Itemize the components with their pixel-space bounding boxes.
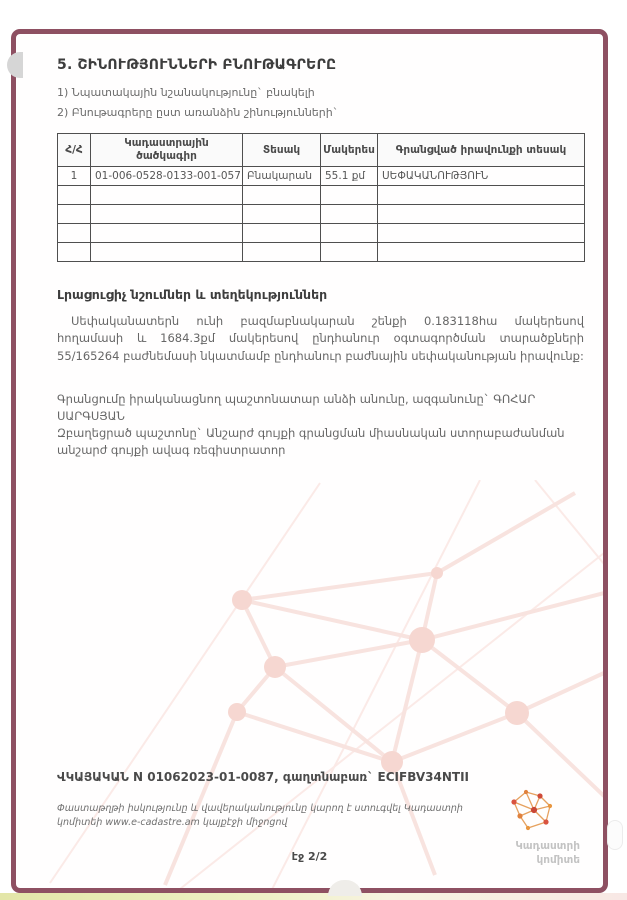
table-header-cell: Տեսակ xyxy=(243,134,321,167)
table-cell xyxy=(58,186,91,205)
ownership-paragraph: Սեփականատերն ունի բազմաբնակարան շենքի 0.183118հա մակերեսով հողամասի և 1684.3քմ մակերեսով ընդհանուր օգտագործման տարածքների 55/165264 բաժնեմասի նկատմամբ ընդհանուր բաժնային սեփականության իրավունք: xyxy=(57,314,584,363)
table-cell: ՍԵՓԱԿԱՆՈՒԹՅՈՒՆ xyxy=(378,167,585,186)
table-cell: Բնակարան xyxy=(243,167,321,186)
table-header-cell: Կադաստրային ծածկագիր xyxy=(91,134,243,167)
table-cell xyxy=(91,243,243,262)
table-cell xyxy=(321,243,378,262)
table-header-cell: Հ/Հ xyxy=(58,134,91,167)
verification-note: Փաստաթղթի իսկությունը և վավերականությունը կարող է ստուգվել Կադաստրի կոմիտեի www.e-cadastre.am կայքէջի միջոցով xyxy=(57,803,463,828)
buildings-table-body xyxy=(58,167,585,262)
table-cell xyxy=(243,205,321,224)
table-cell xyxy=(378,243,585,262)
cadastre-logo-icon xyxy=(505,783,559,837)
table-empty-row xyxy=(58,243,585,262)
table-cell xyxy=(321,205,378,224)
table-cell xyxy=(378,186,585,205)
next-page-preview xyxy=(0,893,627,900)
table-row xyxy=(58,167,585,186)
table-empty-row xyxy=(58,224,585,243)
logo-text-line2: կոմիտե xyxy=(536,854,580,867)
scrollbar-thumb[interactable] xyxy=(607,820,623,850)
table-cell: 1 xyxy=(58,167,91,186)
table-cell xyxy=(243,186,321,205)
cadastre-logo-text xyxy=(468,839,580,867)
table-cell: 01-006-0528-0133-001-057 xyxy=(91,167,243,186)
table-header-cell: Մակերես xyxy=(321,134,378,167)
section-title: 5. ՇԻՆՈՒԹՅՈՒՆՆԵՐԻ ԲՆՈՒԹԱԳՐԵՐԸ xyxy=(57,57,337,73)
position-paragraph: Զբաղեցրած պաշտոնը` Անշարժ գույքի գրանցման միասնական ստորաբաժանման անշարժ գույքի ավագ ռեգիստրատոր xyxy=(57,426,565,458)
notes-title: Լրացուցիչ նշումներ և տեղեկություններ xyxy=(57,287,328,302)
table-empty-row xyxy=(58,186,585,205)
table-cell xyxy=(321,186,378,205)
characteristics-line: 2) Բնութագրերը ըստ առանձին շինությունների` xyxy=(57,106,339,119)
logo-text-line1: Կադաստրի xyxy=(515,840,580,852)
table-cell xyxy=(91,186,243,205)
buildings-table-head xyxy=(58,134,585,167)
table-cell xyxy=(58,205,91,224)
table-header-row xyxy=(58,134,585,167)
table-cell xyxy=(91,224,243,243)
table-cell xyxy=(58,243,91,262)
registrar-paragraph: Գրանցումը իրականացնող պաշտոնատար անձի անունը, ազգանունը` ԳՈՀԱՐ ՍԱՐԳՍՅԱՆ xyxy=(57,392,536,424)
purpose-line: 1) Նպատակային նշանակությունը` բնակելի xyxy=(57,86,315,99)
table-cell xyxy=(243,224,321,243)
table-empty-row xyxy=(58,205,585,224)
document-page xyxy=(15,33,604,889)
table-cell xyxy=(58,224,91,243)
table-cell xyxy=(243,243,321,262)
page-curl-handle-left xyxy=(7,52,23,78)
table-cell xyxy=(91,205,243,224)
table-cell: 55.1 քմ xyxy=(321,167,378,186)
buildings-table xyxy=(57,133,585,262)
table-header-cell: Գրանցված իրավունքի տեսակ xyxy=(378,134,585,167)
table-cell xyxy=(321,224,378,243)
page-indicator: էջ 2/2 xyxy=(291,850,328,863)
table-cell xyxy=(378,205,585,224)
table-cell xyxy=(378,224,585,243)
certificate-number-line: ՎԿԱՅԱԿԱՆ N 01062023-01-0087, գաղտնաբառ` ECIFBV34NTII xyxy=(57,770,470,784)
